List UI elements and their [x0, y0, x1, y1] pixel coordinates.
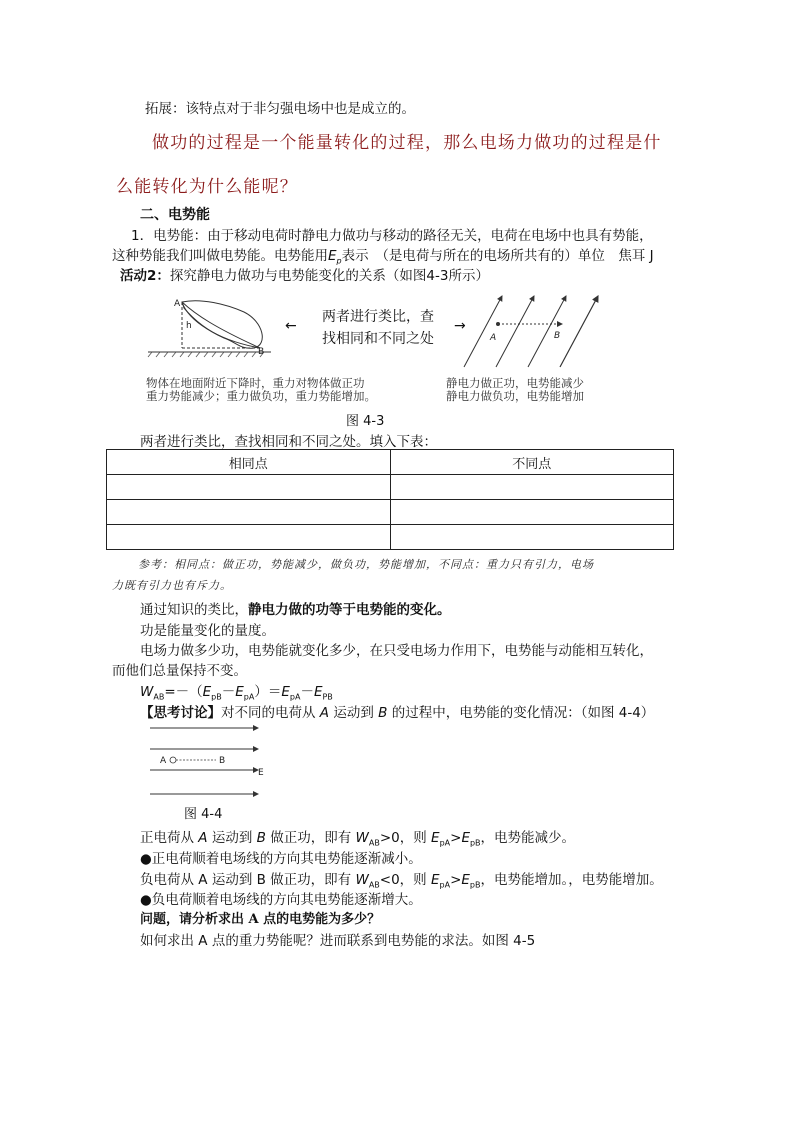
table-row [107, 525, 674, 550]
section-title: 二、电势能 [140, 207, 210, 223]
left-caption-2: 重力势能减少；重力做负功，重力势能增加。 [146, 389, 376, 403]
negative-charge-line: 负电荷从 A 运动到 B 做正功，即有 $W_{AB}<0$，则 $E_{pA}>E_{pB}$，电势能增加。，电势能增加。 [140, 872, 663, 890]
convert-line-2: 而他们总量保持不变。 [112, 663, 247, 679]
convert-line-1: 电场力做多少功，电势能就变化多少，在只受电场力作用下，电势能与动能相互转化， [140, 643, 653, 659]
table-header-row [107, 450, 674, 475]
svg-text:h: h [186, 321, 192, 331]
problem-line: 问题，请分析求出 A 点的电势能为多少？ [140, 912, 381, 927]
comparison-table [106, 449, 674, 550]
figure-4-4-caption: 图 4-4 [184, 807, 223, 822]
potential-energy-definition-cont: 这种势能我们叫做电势能。电势能用$E_p$表示 （是电荷与所在的电场所共有的）单位 焦耳 J [112, 248, 654, 266]
bullet-negative: ●负电荷顺着电场线的方向其电势能逐渐增大。 [140, 892, 422, 908]
left-arrow-glyph: ← [285, 318, 297, 334]
discussion-line: 【思考讨论】对不同的电荷从 A 运动到 B 的过程中，电势能的变化情况：（如图 4-4） [140, 705, 655, 721]
cell-diff[interactable] [390, 525, 674, 550]
extension-note: 拓展：该特点对于非匀强电场中也是成立的。 [145, 101, 415, 117]
compare-intro: 两者进行类比，查找相同和不同之处。填入下表： [140, 434, 437, 450]
right-caption-2: 静电力做负功，电势能增加 [446, 389, 584, 403]
work-formula: $W_{AB}=-(E_{pB}-E_{pA})=E_{pA}-E_{PB}$ [140, 684, 333, 702]
svg-text:A: A [160, 756, 167, 766]
cell-diff[interactable] [390, 475, 674, 500]
svg-text:B: B [258, 347, 265, 357]
reference-line-2: 力既有引力也有斥力。 [112, 579, 232, 592]
question-line-1: 做功的过程是一个能量转化的过程，那么电场力做功的过程是什 [152, 133, 662, 153]
cell-same[interactable] [107, 475, 391, 500]
analogy-line: 通过知识的类比，静电力做的功等于电势能的变化。 [140, 602, 451, 618]
figure-center-text-1: 两者进行类比，查 [322, 309, 434, 325]
reference-line-1: 参考：相同点：做正功，势能减少，做负功，势能增加，不同点：重力只有引力，电场 [138, 558, 594, 571]
svg-text:E: E [258, 768, 264, 778]
closing-line: 如何求出 A 点的重力势能呢？进而联系到电势能的求法。如图 4-5 [140, 933, 536, 949]
work-measure: 功是能量变化的量度。 [140, 623, 275, 639]
header-same: 相同点 [107, 450, 391, 475]
svg-text:A: A [490, 333, 497, 343]
right-arrow-glyph: → [454, 318, 466, 334]
header-diff: 不同点 [390, 450, 674, 475]
potential-energy-definition: 1．电势能：由于移动电荷时静电力做功与移动的路径无关，电荷在电场中也具有势能， [131, 228, 653, 244]
bullet-positive: ●正电荷顺着电场线的方向其电势能逐渐减小。 [140, 851, 422, 867]
figure-4-4-diagram [144, 720, 274, 802]
cell-same[interactable] [107, 525, 391, 550]
figure-center-text-2: 找相同和不同之处 [322, 331, 434, 347]
positive-charge-line: 正电荷从 A 运动到 B 做正功，即有 $W_{AB}>0$，则 $E_{pA}>E_{pB}$，电势能减少。 [140, 830, 576, 848]
svg-text:B: B [219, 756, 226, 766]
figure-4-3-caption: 图 4-3 [346, 414, 385, 429]
svg-text:A: A [174, 299, 181, 309]
right-caption-1: 静电力做正功，电势能减少 [446, 376, 584, 390]
cell-diff[interactable] [390, 500, 674, 525]
figure-4-3-right-diagram [462, 292, 612, 372]
figure-4-3-left-diagram [146, 290, 276, 380]
cell-same[interactable] [107, 500, 391, 525]
left-caption-1: 物体在地面附近下降时，重力对物体做正功 [146, 376, 365, 390]
activity-2: 活动2：探究静电力做功与电势能变化的关系（如图4-3所示） [120, 268, 489, 284]
table-row [107, 475, 674, 500]
svg-text:B: B [554, 331, 561, 341]
question-line-2: 么能转化为什么能呢？ [116, 177, 298, 197]
table-row [107, 500, 674, 525]
